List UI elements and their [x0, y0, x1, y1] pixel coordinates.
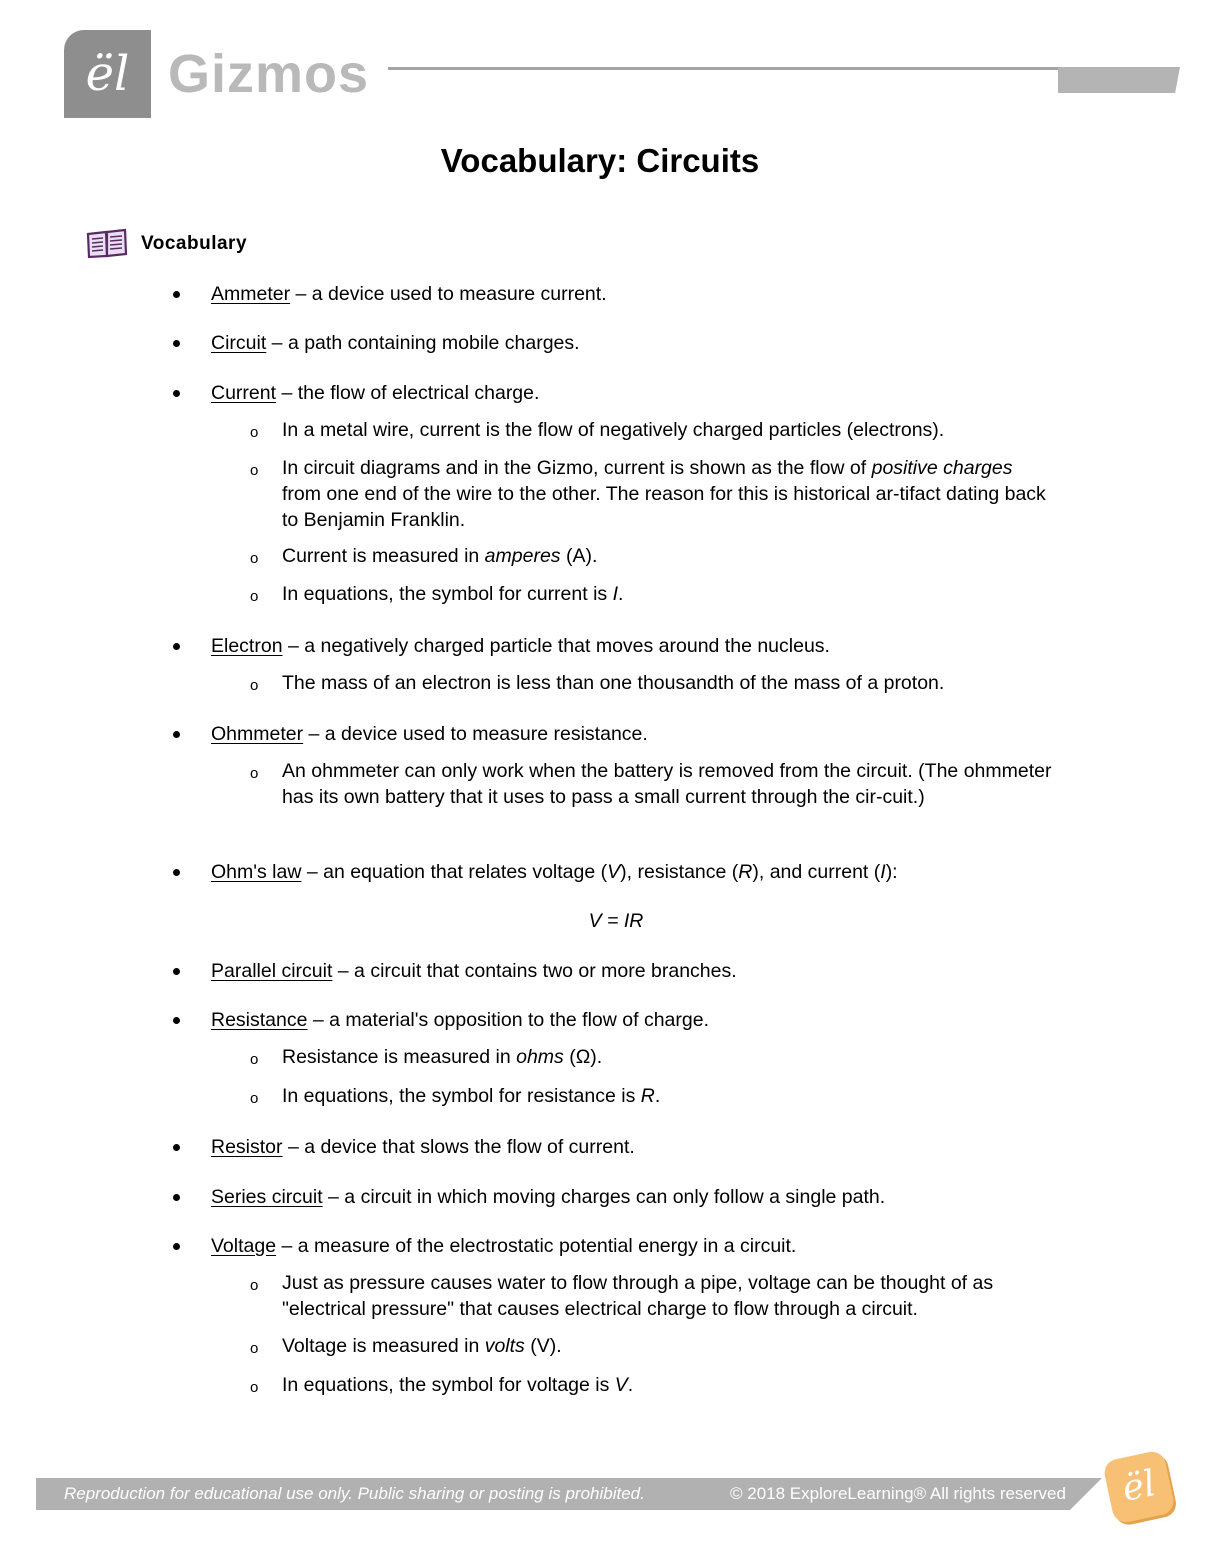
sub-bullet: o: [250, 1051, 259, 1068]
list-item-parallel-circuit: [211, 958, 1051, 984]
sub-bullet: o: [250, 1340, 259, 1357]
sub-item: o Voltage is measured in volts (V).: [282, 1333, 1052, 1359]
bullet: [173, 1243, 180, 1250]
brand-name: Gizmos: [168, 44, 370, 104]
definition: – a circuit in which moving charges can only follow a single path.: [322, 1186, 886, 1208]
bullet: [173, 390, 180, 397]
term: Ohmmeter: [211, 723, 304, 745]
sub-item: o Current is measured in amperes (A).: [282, 543, 1052, 569]
list-item-voltage: [211, 1233, 1051, 1259]
bullet: [173, 869, 180, 876]
bullet: [173, 643, 180, 650]
sub-bullet: o: [250, 424, 259, 441]
definition: – a measure of the electrostatic potential energy in a circuit.: [276, 1235, 797, 1257]
term: Ohm's law: [211, 861, 302, 883]
bullet: [173, 731, 180, 738]
list-item-ohmmeter: [211, 721, 1051, 747]
ohms-law-equation: V = IR: [588, 910, 644, 932]
footer-notice: Reproduction for educational use only. Public sharing or posting is prohibited.: [64, 1484, 645, 1503]
logo-mark: ël: [1118, 1463, 1160, 1510]
term: Resistor: [211, 1136, 283, 1158]
list-item-current: [211, 380, 1051, 406]
list-item-series-circuit: [211, 1184, 1051, 1210]
term: Parallel circuit: [211, 960, 333, 982]
list-item-ammeter: [211, 281, 1051, 307]
sub-bullet: o: [250, 765, 259, 782]
sub-bullet: o: [250, 1379, 259, 1396]
term: Circuit: [211, 332, 267, 354]
definition: – a material's opposition to the flow of charge.: [307, 1009, 709, 1031]
list-item-electron: [211, 633, 1051, 659]
definition: – a circuit that contains two or more branches.: [332, 960, 737, 982]
bullet: [173, 1194, 180, 1201]
bullet: [173, 340, 180, 347]
sub-item: o In equations, the symbol for current is I.: [282, 581, 1052, 607]
sub-bullet: o: [250, 550, 259, 567]
sub-bullet: o: [250, 462, 259, 479]
term: Series circuit: [211, 1186, 323, 1208]
definition: – a device that slows the flow of current.: [282, 1136, 635, 1158]
term: Ammeter: [211, 283, 291, 305]
definition: – a device used to measure current.: [290, 283, 607, 305]
sub-item: o An ohmmeter can only work when the battery is removed from the circuit. (The ohmmeter has its own battery that it uses to pass a small current through the cir-cuit.): [250, 760, 1052, 808]
sub-item: o Just as pressure causes water to flow through a pipe, voltage can be thought of as "electrical pressure" that causes electrical charge to flow through a circuit.: [250, 1272, 994, 1320]
bullet: [173, 291, 180, 298]
sub-item: o In circuit diagrams and in the Gizmo, current is shown as the flow of positive charges from one end of the wire to the other. The reason for this is historical ar-tifact dating back to Benjamin Franklin.: [250, 457, 1046, 531]
list-item-ohms-law: Ohm's law – an equation that relates voltage (V), resistance (R), and current (I):: [211, 859, 1051, 885]
section-heading: Vocabulary: [141, 233, 248, 254]
definition: – a path containing mobile charges.: [266, 332, 580, 354]
sub-item: o The mass of an electron is less than one thousandth of the mass of a proton.: [282, 670, 1052, 696]
definition: – a negatively charged particle that moves around the nucleus.: [282, 635, 830, 657]
term: Resistance: [211, 1009, 308, 1031]
sub-item: o In a metal wire, current is the flow of negatively charged particles (electrons).: [282, 417, 1052, 443]
sub-bullet: o: [250, 1277, 259, 1294]
term: Voltage: [211, 1235, 277, 1257]
list-item-resistance: [211, 1007, 1051, 1033]
sub-item: o Resistance is measured in ohms (Ω).: [282, 1044, 1052, 1070]
bullet: [173, 1017, 180, 1024]
header-tab: [1058, 67, 1180, 93]
header-rule: [388, 67, 1060, 70]
sub-bullet: o: [250, 588, 259, 605]
list-item-circuit: [211, 330, 1051, 356]
gizmos-logo: [64, 30, 151, 118]
explorelearning-logo: [1102, 1449, 1176, 1524]
page-title: Vocabulary: Circuits: [440, 142, 760, 179]
sub-bullet: o: [250, 1090, 259, 1107]
bullet: [173, 968, 180, 975]
footer-copyright: © 2018 ExploreLearning® All rights reserved: [730, 1484, 1066, 1503]
logo-mark: ël: [85, 46, 130, 102]
book-icon: [85, 228, 129, 260]
sub-bullet: o: [250, 677, 259, 694]
definition: – a device used to measure resistance.: [303, 723, 648, 745]
list-item-resistor: [211, 1134, 1051, 1160]
bullet: [173, 1144, 180, 1151]
definition: – the flow of electrical charge.: [276, 382, 540, 404]
sub-item: o In equations, the symbol for voltage is V.: [282, 1372, 1052, 1398]
term: Current: [211, 382, 277, 404]
sub-item: o In equations, the symbol for resistance is R.: [282, 1083, 1052, 1109]
term: Electron: [211, 635, 283, 657]
